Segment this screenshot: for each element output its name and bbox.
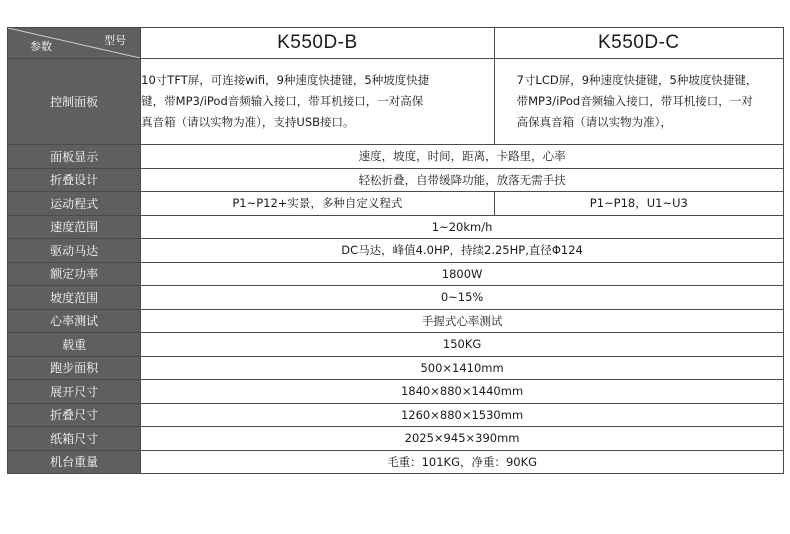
max-load-row	[8, 333, 784, 357]
row-label: 运动程式	[8, 192, 141, 216]
incline-range-row	[8, 286, 784, 310]
row-value: 1800W	[141, 262, 784, 286]
row-label: 纸箱尺寸	[8, 427, 141, 451]
row-value: 轻松折叠，自带缓降功能，放落无需手扶	[141, 168, 784, 192]
row-value: 手握式心率测试	[141, 309, 784, 333]
rated-power-row	[8, 262, 784, 286]
text-line: 真音箱（请以实物为准），支持USB接口。	[141, 115, 355, 129]
model-c-heading: K550D-C	[494, 28, 783, 59]
programs-row	[8, 192, 784, 216]
text-line: 键，带MP3/iPod音频输入接口，带耳机接口，一对高保	[141, 94, 424, 108]
panel-display-row	[8, 145, 784, 169]
running-area-row	[8, 356, 784, 380]
row-label: 机台重量	[8, 450, 141, 474]
control-panel-b-text	[141, 59, 494, 145]
unfolded-size-row	[8, 380, 784, 404]
row-label: 控制面板	[8, 59, 141, 145]
row-label: 折叠设计	[8, 168, 141, 192]
row-value: 1~20km/h	[141, 215, 784, 239]
text-line: 高保真音箱（请以实物为准），	[516, 115, 672, 129]
row-label: 展开尺寸	[8, 380, 141, 404]
row-value-c: P1~P18，U1~U3	[494, 192, 783, 216]
row-label: 驱动马达	[8, 239, 141, 263]
text-line: 10寸TFT屏，可连接wifi，9种速度快捷键，5种坡度快捷	[141, 73, 430, 87]
row-value: 毛重：101KG，净重：90KG	[141, 450, 784, 474]
row-value: 2025×945×390mm	[141, 427, 784, 451]
row-value-b: P1~P12+实景，多种自定义程式	[141, 192, 494, 216]
row-label: 折叠尺寸	[8, 403, 141, 427]
row-label: 跑步面积	[8, 356, 141, 380]
row-value: 150KG	[141, 333, 784, 357]
folding-design-row	[8, 168, 784, 192]
carton-size-row	[8, 427, 784, 451]
row-value: 1260×880×1530mm	[141, 403, 784, 427]
row-value: DC马达，峰值4.0HP，持续2.25HP,直径Φ124	[141, 239, 784, 263]
row-label: 坡度范围	[8, 286, 141, 310]
model-b-heading: K550D-B	[141, 28, 494, 59]
text-line: 带MP3/iPod音频输入接口，带耳机接口，一对	[516, 94, 753, 108]
row-label: 面板显示	[8, 145, 141, 169]
control-panel-c-text	[494, 59, 783, 145]
speed-range-row	[8, 215, 784, 239]
corner-model-label: 型号	[104, 34, 127, 47]
machine-weight-row	[8, 450, 784, 474]
row-value: 0~15%	[141, 286, 784, 310]
row-value: 速度，坡度，时间，距离，卡路里，心率	[141, 145, 784, 169]
motor-row	[8, 239, 784, 263]
row-label: 速度范围	[8, 215, 141, 239]
row-value: 500×1410mm	[141, 356, 784, 380]
row-value: 1840×880×1440mm	[141, 380, 784, 404]
control-panel-row	[8, 59, 784, 145]
folded-size-row	[8, 403, 784, 427]
corner-param-label: 参数	[30, 40, 52, 53]
spec-table	[7, 27, 784, 474]
text-line: 7寸LCD屏，9种速度快捷键，5种坡度快捷键，	[516, 73, 758, 87]
row-label: 载重	[8, 333, 141, 357]
row-label: 额定功率	[8, 262, 141, 286]
header-row	[8, 28, 784, 59]
header-corner-cell	[8, 28, 141, 59]
row-label: 心率测试	[8, 309, 141, 333]
heart-rate-row	[8, 309, 784, 333]
